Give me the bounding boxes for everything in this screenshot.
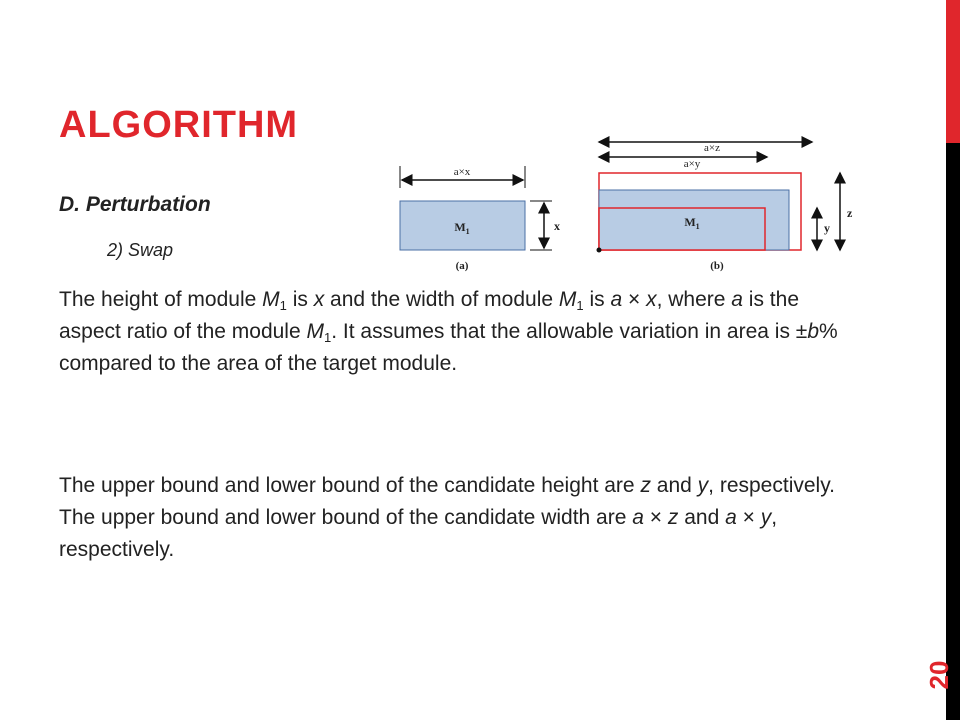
upper-height-label: z [847, 206, 853, 220]
sidebar-bar [946, 0, 960, 720]
sub-item: 2) Swap [107, 240, 174, 260]
lower-height-label: y [824, 221, 830, 235]
module-label-a: $M_1$ [454, 220, 470, 236]
figure-a [400, 166, 560, 272]
caption-b: (b) [710, 260, 724, 272]
section-heading: D. Perturbation [59, 193, 211, 216]
inner-width-label: a×y [683, 158, 701, 170]
slide-title: ALGORITHM [59, 104, 299, 146]
body-paragraph-1: The height of module $M_1$ is x and the width of module $M_1$ is a × x, where a is the aspect ratio of the module $M_1$. It assumes that the allowable variation in area is ±b% compared to the area of the target module. [59, 288, 838, 375]
figure-b [597, 142, 854, 272]
origin-dot [597, 248, 602, 253]
height-label-a: x [554, 219, 560, 233]
slide-number: 20 [923, 660, 954, 690]
caption-a: (a) [455, 260, 469, 272]
sidebar-accent [946, 0, 960, 143]
perturbation-figure [392, 128, 862, 273]
module-label-b: $M_1$ [684, 215, 700, 231]
outer-width-label: a×z [704, 142, 720, 154]
width-label-a: a×x [453, 166, 471, 178]
body-paragraph-2: The upper bound and lower bound of the candidate height are z and y, respectively. The upper bound and lower bound of the candidate width are a × z and a × y, respectively. [59, 474, 835, 561]
